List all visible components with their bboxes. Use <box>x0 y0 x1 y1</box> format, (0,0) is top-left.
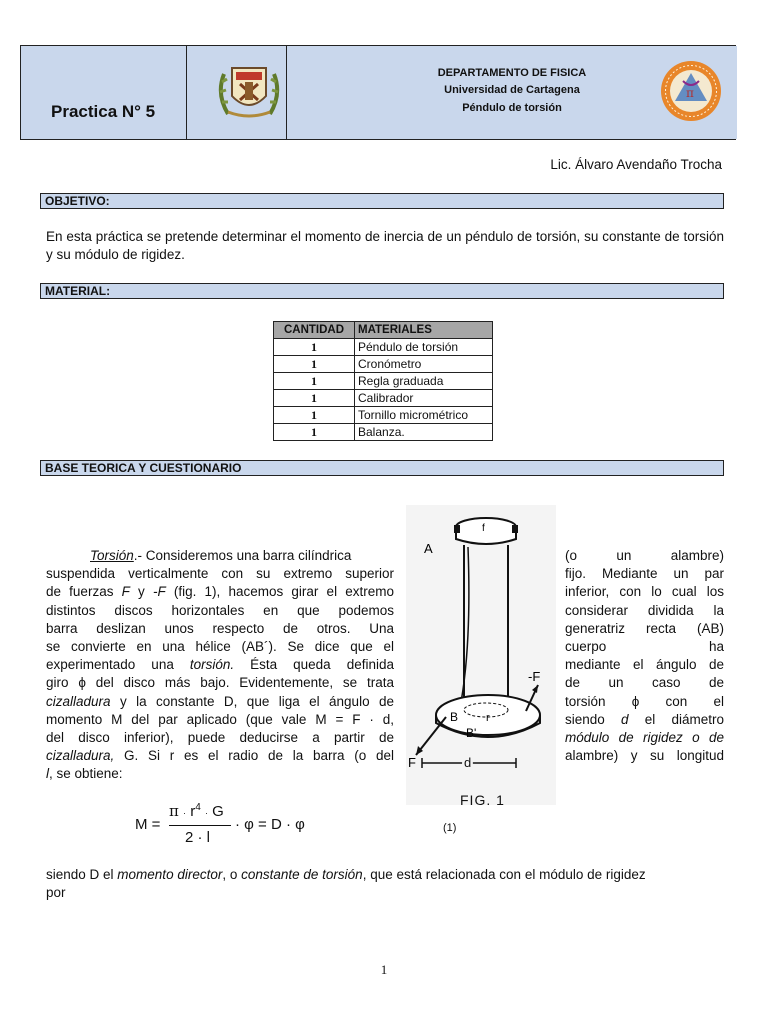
svg-text:π: π <box>686 86 694 100</box>
material-cell: Calibrador <box>355 390 493 407</box>
text-run: siendo D el <box>46 867 118 882</box>
text-run: y <box>129 584 153 600</box>
table-row <box>274 407 493 424</box>
text-run: cizalladura, <box>46 748 115 764</box>
formula-r: r <box>190 803 196 820</box>
text-run: y la constante D, que liga el ángulo de <box>110 693 394 709</box>
text-run: siendo <box>565 711 621 727</box>
figure-label-a: A <box>424 541 433 556</box>
text-run: el diámetro <box>628 711 724 727</box>
text-line <box>46 693 394 711</box>
department-name: DEPARTAMENTO DE FISICA <box>437 67 587 79</box>
text-run: Torsión <box>90 548 134 563</box>
objective-text: En esta práctica se pretende determinar el momento de inercia de un péndulo de torsión, su constante de torsión y su módulo de rigidez. <box>46 229 724 262</box>
material-cell: Péndulo de torsión <box>355 339 493 356</box>
table-row <box>274 390 493 407</box>
university-name: Universidad de Cartagena <box>444 84 580 96</box>
text-line <box>565 602 724 620</box>
quantity-cell: 1 <box>274 356 355 373</box>
text-run: se convierte en una hélice (AB´). Se dice que el <box>46 639 394 654</box>
quantity-cell: 1 <box>274 424 355 441</box>
text-line <box>565 583 724 601</box>
text-run: d <box>621 711 629 727</box>
text-line <box>46 747 394 765</box>
material-cell: Cronómetro <box>355 356 493 373</box>
material-cell: Regla graduada <box>355 373 493 390</box>
figure-label-top: f <box>482 523 485 534</box>
text-run: fijo. Mediante un par <box>565 566 724 582</box>
figure-label-r: r <box>486 712 490 724</box>
text-line <box>46 729 394 747</box>
text-line <box>46 602 394 620</box>
figure-label-minus-f: -F <box>528 669 541 684</box>
table-header-row <box>274 322 493 339</box>
text-run: constante de torsión <box>241 867 363 882</box>
text-line <box>46 620 394 638</box>
text-line <box>565 565 724 583</box>
text-run: distintos discos horizontales en que podemos <box>46 602 394 618</box>
text-line <box>565 620 724 638</box>
text-run: del disco inferior), puede deducirse a partir de <box>46 730 394 745</box>
column-header-materials: MATERIALES <box>355 322 493 339</box>
quantity-cell: 1 <box>274 390 355 407</box>
text-run: momento M del par aplicado (que vale M = F · d, <box>46 711 394 727</box>
material-heading: MATERIAL: <box>40 283 724 299</box>
formula-g: G <box>212 803 224 820</box>
closing-line-2: por <box>46 885 66 900</box>
quantity-cell: 1 <box>274 407 355 424</box>
text-line <box>46 583 394 601</box>
text-run: momento director <box>117 867 223 882</box>
theory-heading: BASE TEORICA Y CUESTIONARIO <box>40 460 724 476</box>
text-line <box>565 674 724 692</box>
text-line <box>46 711 394 729</box>
page-number: 1 <box>380 962 388 977</box>
closing-line-1 <box>46 866 646 884</box>
text-run: G. Si r es el radio de la barra (o del <box>114 748 394 764</box>
university-crest-icon <box>214 54 284 122</box>
table-row <box>274 373 493 390</box>
text-run: módulo de rigidez o de <box>565 730 724 745</box>
text-line <box>565 547 724 565</box>
text-line <box>565 747 724 765</box>
practice-topic: Péndulo de torsión <box>462 102 562 114</box>
text-run: cuerpo ha <box>565 639 724 654</box>
text-run: , o <box>222 867 242 882</box>
material-cell: Balanza. <box>355 424 493 441</box>
physics-seal-icon <box>659 59 723 123</box>
text-line <box>46 674 394 692</box>
text-run: (o un alambre) <box>565 548 724 563</box>
figure-label-d: d <box>464 755 472 770</box>
text-run: Ésta queda definida <box>234 657 394 673</box>
torsion-formula <box>135 800 335 850</box>
text-line <box>46 656 394 674</box>
formula-rhs: · φ = D · φ <box>235 816 305 833</box>
equation-number: (1) <box>443 822 457 834</box>
text-run: inferior, con lo cual los <box>565 584 724 600</box>
text-run: torsión ϕ con el <box>565 693 724 709</box>
material-cell: Tornillo micrométrico <box>355 407 493 424</box>
crest-cell <box>187 46 287 139</box>
department-cell <box>287 46 737 139</box>
quantity-cell: 1 <box>274 373 355 390</box>
text-run: (fig. 1), hacemos girar el extremo <box>165 584 394 600</box>
text-run: de fuerzas <box>46 584 122 600</box>
column-header-quantity: CANTIDAD <box>274 322 355 339</box>
practice-title-cell <box>21 46 187 139</box>
text-run: , se obtiene: <box>49 766 123 782</box>
text-run: l <box>46 766 49 782</box>
text-line <box>46 638 394 656</box>
text-run: suspendida verticalmente con su extremo superior <box>46 566 394 582</box>
text-run: , que está relacionada con el módulo de rigidez <box>362 867 646 882</box>
text-run: cizalladura <box>46 693 111 709</box>
text-run: torsión. <box>189 657 235 673</box>
text-run: -F <box>152 584 166 600</box>
text-run: mediante el ángulo de <box>565 657 724 673</box>
text-line <box>46 547 438 565</box>
figure-label-f: F <box>408 755 416 770</box>
text-line <box>565 711 724 729</box>
text-line <box>565 729 724 747</box>
formula-numerator: $\pi \cdot r^4 \cdot G$ <box>169 802 224 820</box>
practice-title: Practica N° 5 <box>51 102 156 121</box>
text-run: de un caso de <box>565 675 724 691</box>
text-run: generatriz recta (AB) <box>565 620 724 636</box>
text-run: considerar dividida la <box>565 602 724 618</box>
table-row <box>274 424 493 441</box>
text-line <box>46 765 394 783</box>
text-run: F <box>121 584 130 600</box>
text-line <box>565 656 724 674</box>
text-run: giro ϕ del disco más bajo. Evidentemente, se trata <box>46 675 394 691</box>
text-run: barra deslizan unos respecto de otros. Una <box>46 620 394 636</box>
document-header <box>20 45 736 140</box>
text-run: .- Consideremos una barra cilíndrica <box>133 548 352 563</box>
author-name: Lic. Álvaro Avendaño Trocha <box>550 157 722 172</box>
text-line <box>46 565 394 583</box>
formula-exponent: 4 <box>195 802 201 813</box>
table-row <box>274 339 493 356</box>
text-run: experimentado una <box>46 657 190 673</box>
text-line <box>565 638 724 656</box>
text-run: alambre) y su longitud <box>565 748 724 764</box>
formula-lhs: M = <box>135 816 161 833</box>
text-line <box>565 693 724 711</box>
figure-label-b-prime: B' <box>466 726 477 740</box>
figure-label-b: B <box>450 710 459 724</box>
materials-table <box>273 321 493 441</box>
formula-denominator: 2 · l <box>185 829 211 846</box>
quantity-cell: 1 <box>274 339 355 356</box>
torsion-pendulum-figure <box>406 505 556 805</box>
figure-caption: FIG. 1 <box>460 792 505 808</box>
table-row <box>274 356 493 373</box>
formula-pi: π <box>169 802 179 820</box>
objective-heading: OBJETIVO: <box>40 193 724 209</box>
fraction-bar <box>169 825 231 826</box>
